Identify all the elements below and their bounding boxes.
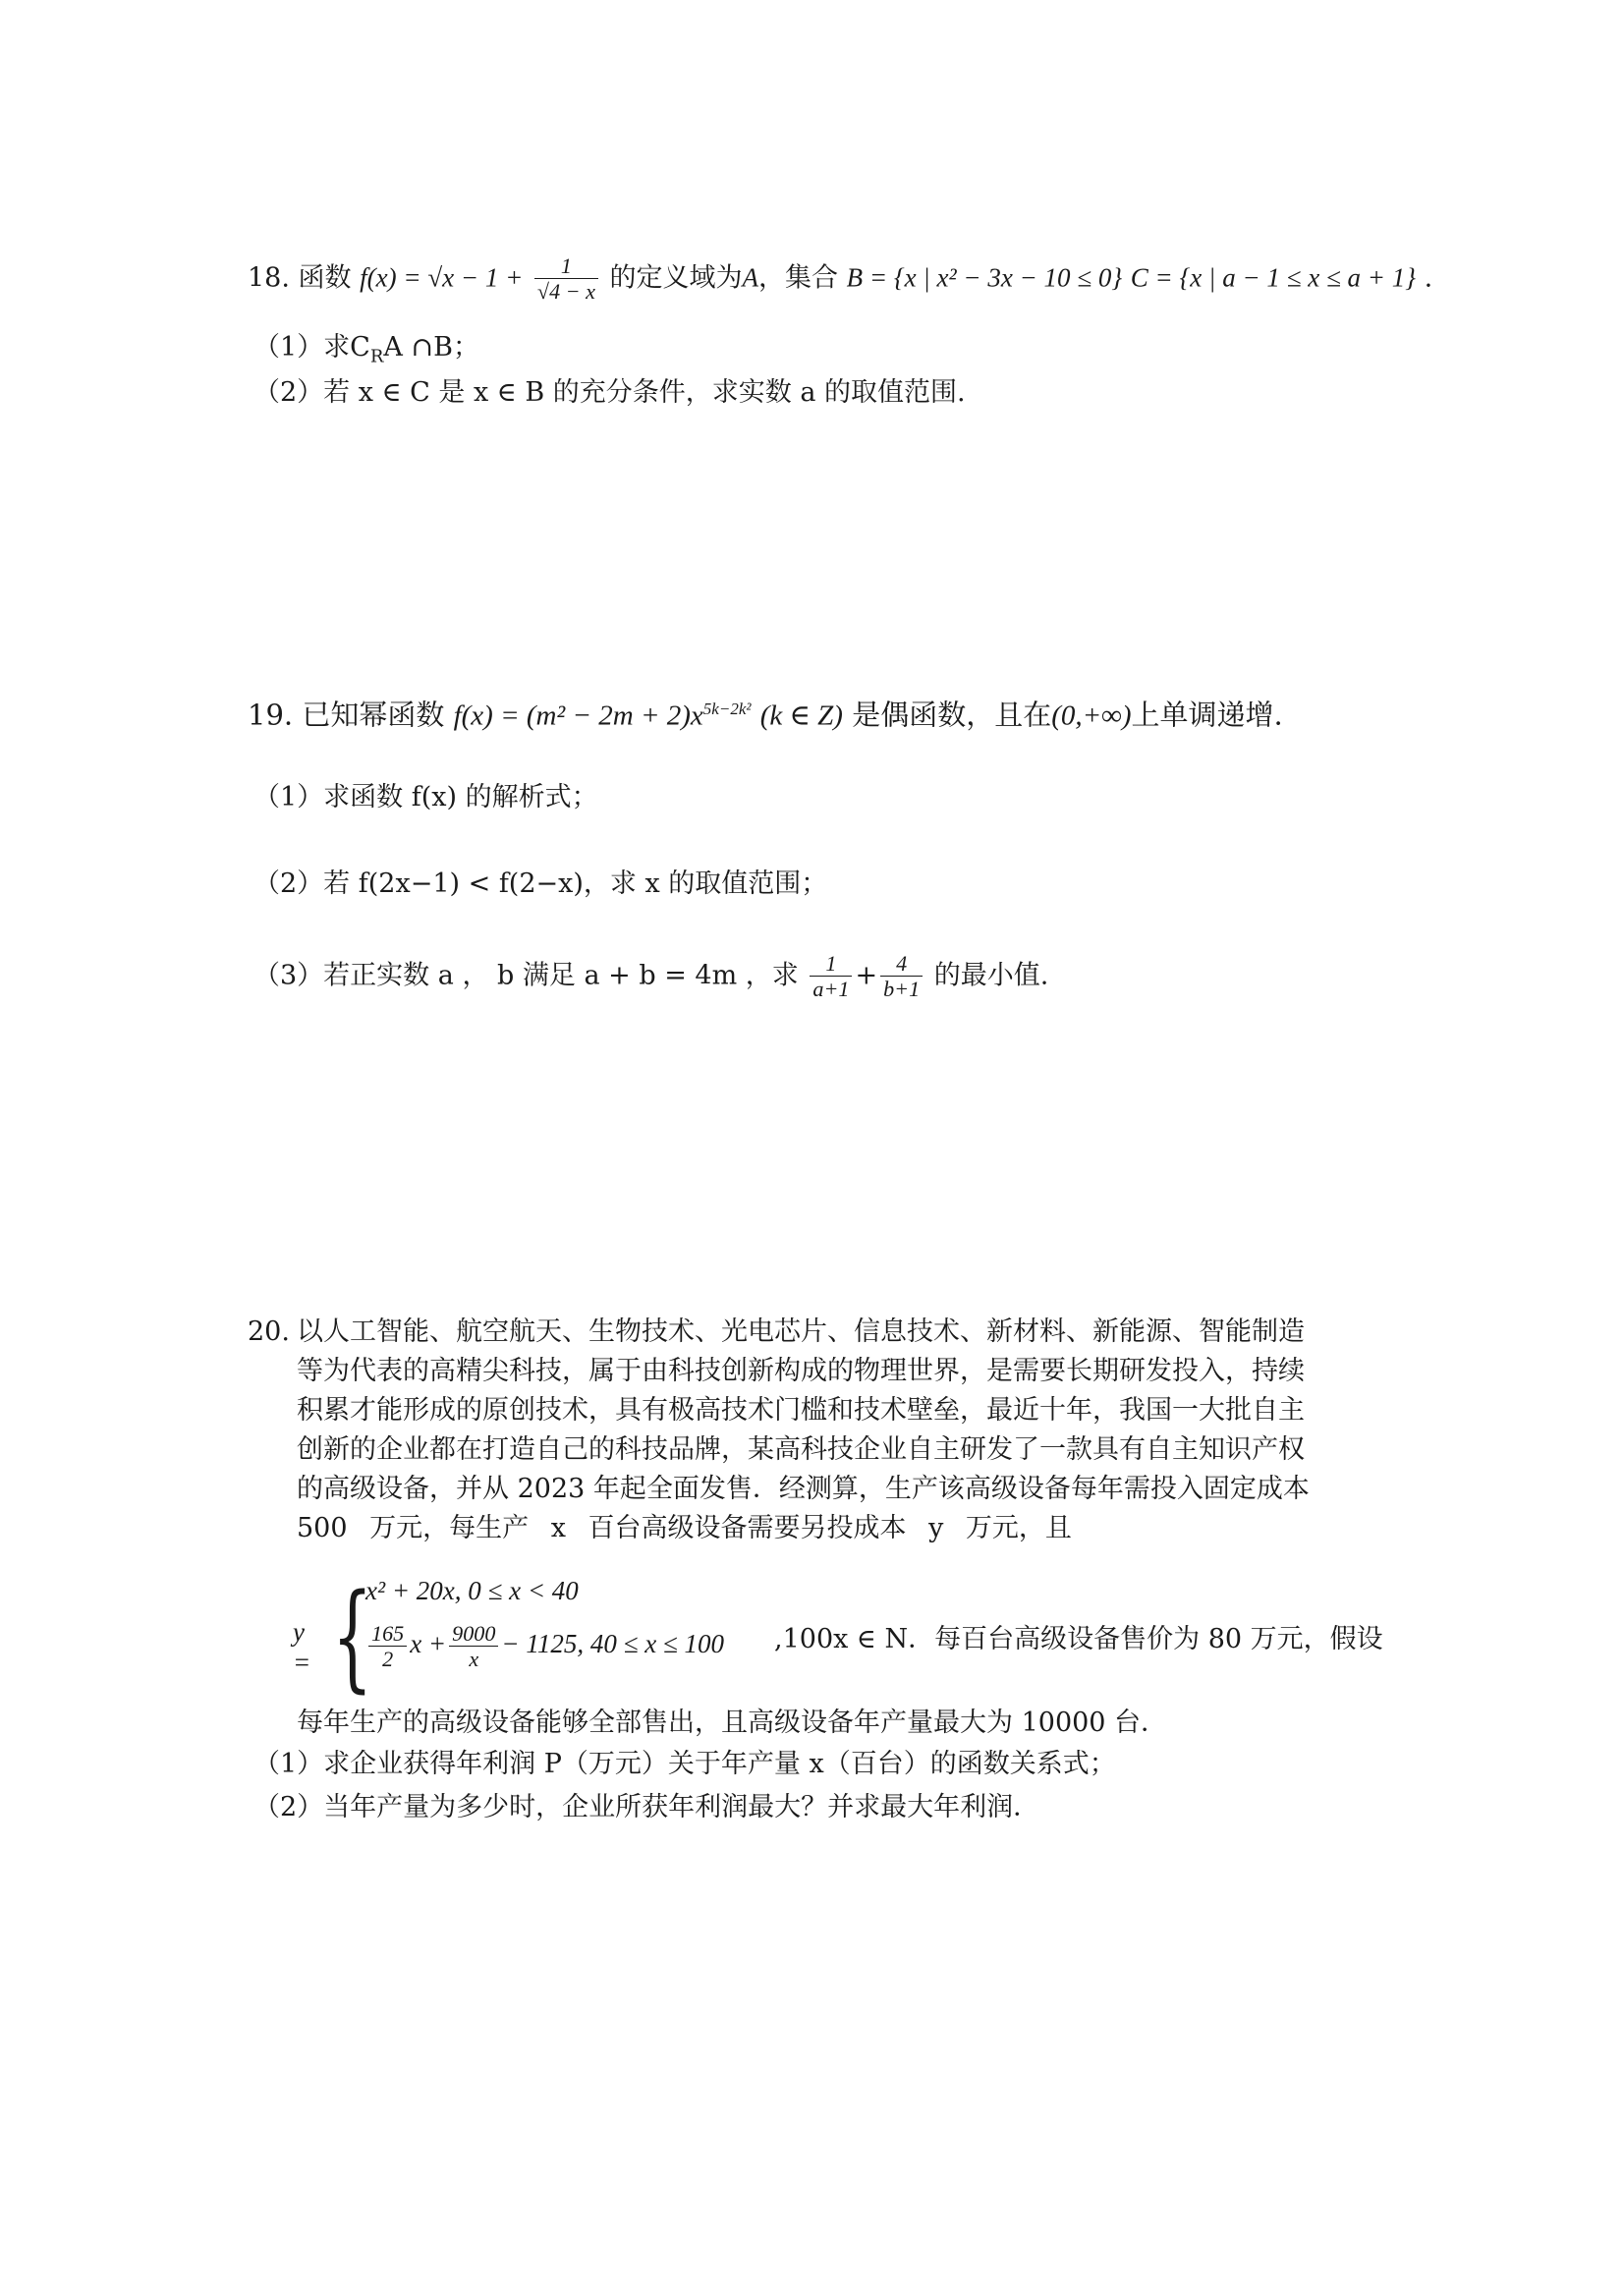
q20-line4: 创新的企业都在打造自己的科技品牌，某高科技企业自主研发了一款具有自主知识产权 bbox=[297, 1434, 1305, 1465]
q19-expr: f(x) = (m² − 2m + 2)x bbox=[453, 700, 703, 732]
q20-stem bbox=[248, 1313, 1387, 1548]
q20-number: 20. bbox=[248, 1316, 290, 1347]
q20-pw-rest: − 1125, 40 ≤ x ≤ 100 bbox=[501, 1629, 724, 1659]
q19-frac2-den: b+1 bbox=[880, 976, 923, 1001]
q18-number: 18. bbox=[248, 262, 290, 294]
q20-line5: 的高级设备，并从 2023 年起全面发售．经测算，生产该高级设备每年需投入固定成本 bbox=[297, 1474, 1310, 1504]
q20-pw-after: ,100x ∈ N．每百台高级设备售价为 80 万元，假设 bbox=[774, 1624, 1383, 1654]
q19-frac1-num: 1 bbox=[825, 951, 837, 976]
q19-sub3-plus: + bbox=[855, 960, 878, 991]
q18-sub2: （2）若 x ∈ C 是 x ∈ B 的充分条件，求实数 a 的取值范围. bbox=[253, 377, 966, 408]
q18-func-lhs: f(x) = √x − 1 + bbox=[360, 262, 524, 293]
q19-intro: 已知幂函数 bbox=[302, 698, 445, 732]
q18-set-b-text: ，集合 bbox=[758, 262, 839, 294]
q19-cond: (k ∈ Z) bbox=[759, 700, 843, 732]
q20-line6: 500 万元，每生产 x 百台高级设备需要另投成本 y 万元，且 bbox=[297, 1513, 1072, 1543]
q20-pw-brace: { bbox=[332, 1568, 373, 1704]
q20-sub1: （1）求企业获得年利润 P（万元）关于年产量 x（百台）的函数关系式； bbox=[253, 1749, 1116, 1779]
q19-frac2-num: 4 bbox=[896, 951, 908, 976]
q19-stem bbox=[248, 690, 1283, 736]
q19-sub3-frac2 bbox=[880, 951, 923, 1002]
q18-set-c: C = {x | a − 1 ≤ x ≤ a + 1} bbox=[1130, 262, 1417, 293]
q20-pw-frac1 bbox=[368, 1621, 407, 1672]
q18-set-a: A bbox=[742, 262, 759, 293]
q18-middle: 的定义域为 bbox=[609, 262, 743, 294]
q20-pw-frac2-num: 9000 bbox=[452, 1621, 496, 1646]
q19-sub3-pre: （3）若正实数 a ， b 满足 a + b = 4m ，求 bbox=[253, 960, 799, 991]
q18-end: . bbox=[1424, 262, 1433, 294]
q19-sub2: （2）若 f(2x−1) < f(2−x)，求 x 的取值范围； bbox=[253, 868, 828, 899]
q19-sub3 bbox=[253, 951, 1048, 1002]
q20-pw-case1: x² + 20x, 0 ≤ x < 40 bbox=[365, 1576, 579, 1605]
q20-line2: 等为代表的高精尖科技，属于由科技创新构成的物理世界，是需要长期研发投入，持续 bbox=[297, 1356, 1305, 1386]
q18-fraction bbox=[534, 253, 598, 305]
q18-sub1 bbox=[253, 328, 479, 376]
q20-pw-y: y = bbox=[293, 1617, 311, 1677]
q18-sub1-rest: A ∩B； bbox=[383, 332, 479, 363]
q18-intro: 函数 bbox=[298, 262, 352, 294]
q20-pw-mid: x + bbox=[410, 1629, 447, 1659]
q18-sub1-subscript: R bbox=[369, 346, 384, 367]
q20-line8: 每年生产的高级设备能够全部售出，且高级设备年产量最大为 10000 台． bbox=[297, 1708, 1168, 1738]
q19-sub3-frac1 bbox=[810, 951, 852, 1002]
q19-interval: (0,+∞) bbox=[1051, 700, 1132, 732]
q18-sub1-text: （1）求C bbox=[253, 332, 370, 363]
q20-pw-frac2 bbox=[449, 1621, 498, 1672]
q19-frac1-den: a+1 bbox=[810, 976, 852, 1001]
q20-pw-frac2-den: x bbox=[449, 1646, 498, 1671]
q18-set-b: B = {x | x² − 3x − 10 ≤ 0} bbox=[846, 262, 1123, 293]
q18-frac-den: √4 − x bbox=[534, 278, 598, 304]
q19-end: 上单调递增. bbox=[1131, 698, 1283, 732]
q20-pw-case2 bbox=[365, 1621, 724, 1672]
q20-line3: 积累才能形成的原创技术，具有极高技术门槛和技术壁垒，最近十年，我国一大批自主 bbox=[297, 1395, 1305, 1426]
q19-sub1: （1）求函数 f(x) 的解析式； bbox=[253, 782, 598, 812]
q19-sub3-post: 的最小值. bbox=[933, 960, 1049, 991]
q20-sub2: （2）当年产量为多少时，企业所获年利润最大？并求最大年利润． bbox=[253, 1792, 1040, 1822]
q20-pw-frac1-num: 165 bbox=[371, 1621, 405, 1646]
q20-pw-frac1-den: 2 bbox=[368, 1646, 407, 1671]
q18-frac-num: 1 bbox=[560, 253, 572, 278]
q19-number: 19. bbox=[248, 698, 294, 732]
q20-line1: 以人工智能、航空航天、生物技术、光电芯片、信息技术、新材料、新能源、智能制造 bbox=[297, 1316, 1305, 1347]
q19-exponent: 5k−2k² bbox=[702, 700, 752, 718]
q18-stem bbox=[248, 253, 1432, 305]
q19-rest: 是偶函数，且在 bbox=[852, 698, 1052, 732]
